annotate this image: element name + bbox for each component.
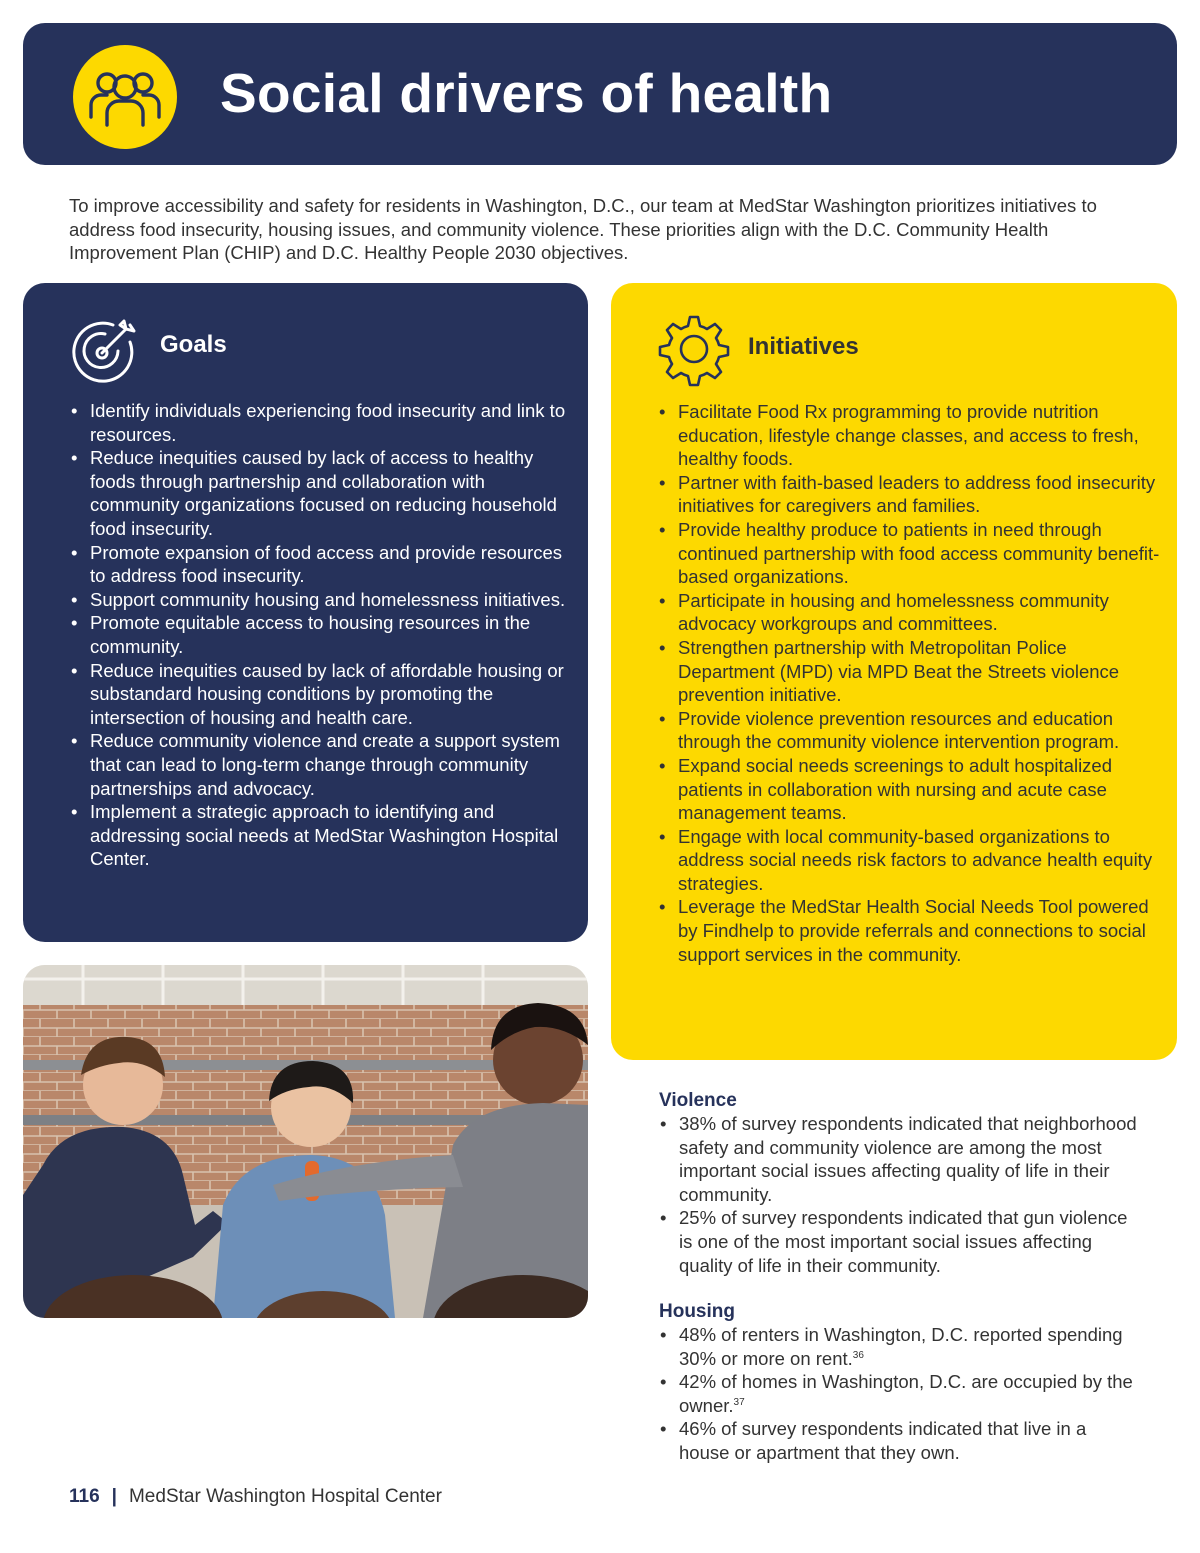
- stat-item: [660, 1417, 1140, 1464]
- gear-icon: [656, 311, 732, 387]
- page-footer: [69, 1486, 442, 1508]
- initiative-item: • Leverage the MedStar Health Social Needs Tool powered by Findhelp to provide referrals and connections to social support services in the community.: [659, 895, 1164, 966]
- goal-item: • Support community housing and homelessness initiatives.: [71, 588, 571, 612]
- page-title: Social drivers of health: [220, 62, 833, 124]
- initiative-item: • Facilitate Food Rx programming to provide nutrition education, lifestyle change classes, and access to fresh, healthy foods.: [659, 400, 1164, 471]
- goal-item: • Implement a strategic approach to identifying and addressing social needs at MedStar Washington Hospital Center.: [71, 800, 571, 871]
- initiatives-list: [659, 400, 1164, 966]
- initiatives-panel: [611, 283, 1177, 1060]
- stat-text: 25% of survey respondents indicated that gun violence is one of the most important social issues affecting quality of life in their community.: [679, 1207, 1128, 1276]
- footer-organization: MedStar Washington Hospital Center: [128, 1486, 442, 1507]
- initiatives-title: Initiatives: [748, 333, 859, 360]
- stat-text: 42% of homes in Washington, D.C. are occupied by the owner.: [679, 1371, 1133, 1416]
- footnote-ref: 37: [733, 1396, 745, 1408]
- goals-title: Goals: [160, 331, 227, 358]
- footer-separator: |: [111, 1486, 117, 1507]
- housing-list: [660, 1323, 1140, 1465]
- initiative-item: • Strengthen partnership with Metropolitan Police Department (MPD) via MPD Beat the Streets violence prevention initiative.: [659, 636, 1164, 707]
- initiative-item: • Participate in housing and homelessness community advocacy workgroups and committees.: [659, 589, 1164, 636]
- goal-item: • Identify individuals experiencing food insecurity and link to resources.: [71, 399, 571, 446]
- target-icon: [68, 311, 144, 387]
- housing-heading: Housing: [659, 1301, 735, 1322]
- stat-text: 38% of survey respondents indicated that neighborhood safety and community violence are among the most important social issues affecting quality of life in their community.: [679, 1113, 1137, 1205]
- initiative-item: • Engage with local community-based organizations to address social needs risk factors to advance health equity strategies.: [659, 825, 1164, 896]
- violence-list: [660, 1112, 1140, 1277]
- stat-item: [660, 1370, 1140, 1417]
- goal-item: • Reduce community violence and create a support system that can lead to long-term change through community partnerships and advocacy.: [71, 729, 571, 800]
- initiative-item: • Provide violence prevention resources and education through the community violence intervention program.: [659, 707, 1164, 754]
- initiative-item: • Provide healthy produce to patients in need through continued partnership with food access community benefit-based organizations.: [659, 518, 1164, 589]
- stat-text: 46% of survey respondents indicated that live in a house or apartment that they own.: [679, 1418, 1087, 1463]
- goal-item: • Promote expansion of food access and provide resources to address food insecurity.: [71, 541, 571, 588]
- housing-section: [659, 1300, 1159, 1465]
- stat-item: [660, 1112, 1140, 1206]
- intro-paragraph: To improve accessibility and safety for residents in Washington, D.C., our team at MedStar Washington prioritizes initiatives to address food insecurity, housing issues, and community violence. These priorities align with the D.C. Community Health Improvement Plan (CHIP) and D.C. Healthy People 2030 objectives.: [69, 195, 1097, 264]
- stat-item: [660, 1323, 1140, 1370]
- stat-item: [660, 1206, 1140, 1277]
- initiative-item: • Partner with faith-based leaders to address food insecurity initiatives for caregivers and families.: [659, 471, 1164, 518]
- page-number: 116: [69, 1486, 100, 1507]
- violence-section: [659, 1089, 1159, 1277]
- page-header: [23, 23, 1177, 165]
- people-group-icon: [73, 45, 177, 149]
- goal-item: • Reduce inequities caused by lack of affordable housing or substandard housing conditions by promoting the intersection of housing and health care.: [71, 659, 571, 730]
- goals-panel: [23, 283, 588, 942]
- children-sharing-snacks-photo: [23, 965, 588, 1318]
- goal-item: • Reduce inequities caused by lack of access to healthy foods through partnership and collaboration with community organizations focused on reducing household food insecurity.: [71, 446, 571, 540]
- footnote-ref: 36: [852, 1349, 864, 1361]
- violence-heading: Violence: [659, 1090, 737, 1111]
- initiative-item: • Expand social needs screenings to adult hospitalized patients in collaboration with nursing and acute case management teams.: [659, 754, 1164, 825]
- stat-text: 48% of renters in Washington, D.C. reported spending 30% or more on rent.: [679, 1324, 1123, 1369]
- goal-item: • Promote equitable access to housing resources in the community.: [71, 611, 571, 658]
- goals-list: [71, 399, 571, 871]
